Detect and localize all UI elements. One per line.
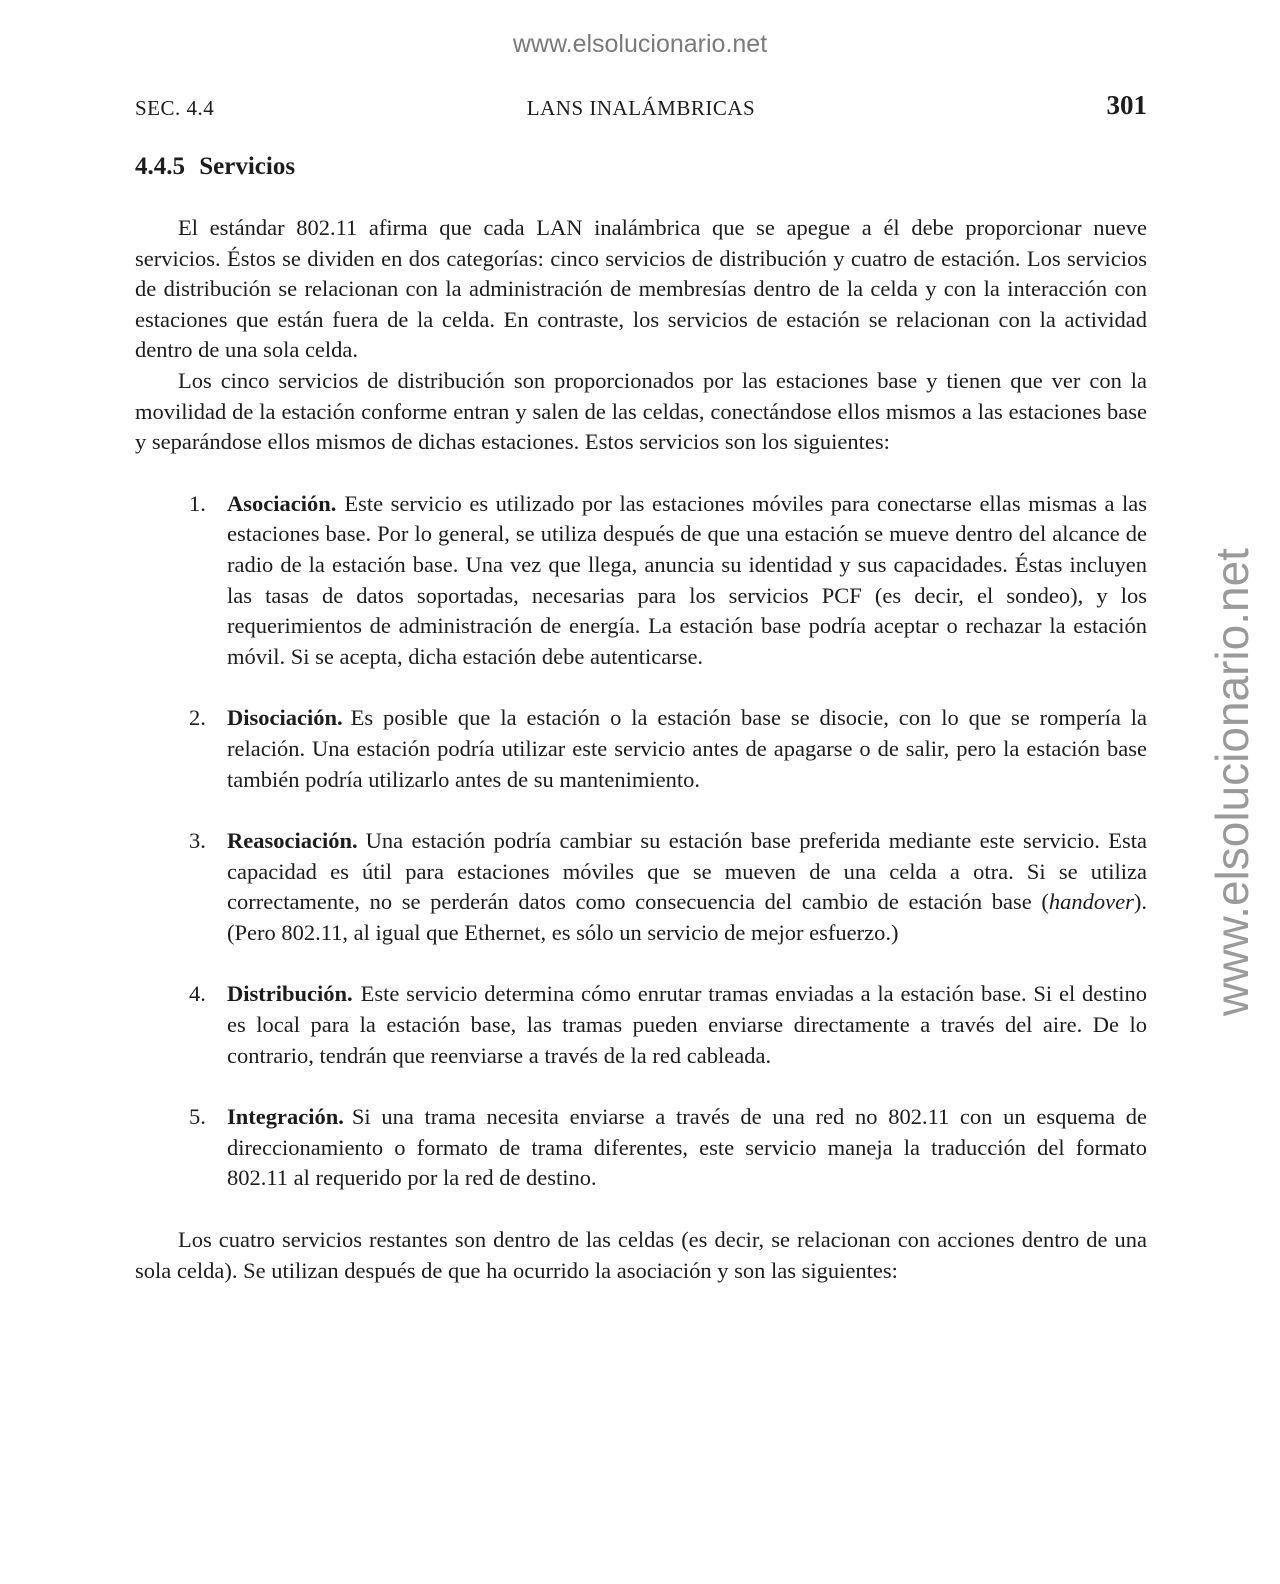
section-number: 4.4.5 <box>135 153 185 180</box>
services-list <box>135 489 1147 1194</box>
list-item <box>189 703 1147 795</box>
item-text: Una estación podría cambiar su estación base preferida mediante este servicio. Esta capacidad es útil para estaciones móviles que se mueven de una celda a otra. Si se utiliza correctamente, no se perderán datos como consecuencia del cambio de estación base ( <box>227 828 1147 915</box>
item-text: Este servicio es utilizado por las estaciones móviles para conectarse ellas mismas a las estaciones base. Por lo general, se utiliza después de que una estación se mueve dentro del alcance de radio de la estación base. Una vez que llega, anuncia su identidad y sus capacidades. Éstas incluyen las tasas de datos soportadas, necesarias para los servicios PCF (es decir, el sondeo), y los requerimientos de administración de energía. La estación base podría aceptar o rechazar la estación móvil. Si se acepta, dicha estación debe autenticarse. <box>227 490 1147 669</box>
running-head <box>135 90 1147 126</box>
watermark-top: www.elsolucionario.net <box>512 30 768 58</box>
list-item <box>189 979 1147 1071</box>
section-title: Servicios <box>199 153 296 180</box>
intro-paragraph: Los cinco servicios de distribución son proporcionados por las estaciones base y tienen que ver con la movilidad de la estación conforme entran y salen de las celdas, conectándose ellos mismos a las estaciones base y separándose ellos mismos de dichas estaciones. Estos servicios son los siguientes: <box>135 367 1147 455</box>
list-item <box>189 826 1147 948</box>
item-term: Distribución. <box>227 981 353 1007</box>
item-number: 3. <box>189 828 206 854</box>
closing-paragraph: Los cuatro servicios restantes son dentro de las celdas (es decir, se relacionan con acciones dentro de una sola celda). Se utilizan después de que ha ocurrido la asociación y son las siguientes: <box>135 1227 1147 1283</box>
intro-paragraph: El estándar 802.11 afirma que cada LAN inalámbrica que se apegue a él debe proporcionar nueve servicios. Éstos se dividen en dos categorías: cinco servicios de distribución y cuatro de estación. Los servicios de distribución se relacionan con la administración de membresías dentro de la celda y con la interacción con estaciones que están fuera de la celda. En contraste, los servicios de estación se relacionan con la actividad dentro de una sola celda. <box>135 215 1147 363</box>
item-text: Si una trama necesita enviarse a través de una red no 802.11 con un esquema de direccionamiento o formato de trama diferentes, este servicio maneja la traducción del formato 802.11 al requerido por la red de destino. <box>227 1104 1147 1191</box>
list-item <box>189 1102 1147 1194</box>
item-text: Este servicio determina cómo enrutar tramas enviadas a la estación base. Si el destino es local para la estación base, las tramas pueden enviarse directamente a través del aire. De lo contrario, tendrán que reenviarse a través de la red cableada. <box>227 981 1147 1068</box>
chapter-title: LANS INALÁMBRICAS <box>526 96 756 120</box>
item-term: Disociación. <box>227 705 343 731</box>
section-heading <box>135 150 1147 184</box>
page-number: 301 <box>1106 90 1147 120</box>
item-number: 4. <box>189 981 206 1007</box>
section-label: SEC. 4.4 <box>135 96 215 120</box>
item-text: Es posible que la estación o la estación base se disocie, con lo que se rompería la relación. Una estación podría utilizar este servicio antes de apagarse o de salir, pero la estación base también podría utilizarlo antes de su mantenimiento. <box>227 705 1147 792</box>
item-text-italic: handover <box>1048 889 1134 915</box>
page-content <box>135 150 1147 1286</box>
item-number: 5. <box>189 1104 206 1130</box>
item-number: 1. <box>189 490 206 516</box>
item-term: Asociación. <box>227 490 337 516</box>
item-term: Reasociación. <box>227 828 358 854</box>
item-number: 2. <box>189 705 206 731</box>
item-term: Integración. <box>227 1104 344 1130</box>
item-text: ). (Pero 802.11, al igual que Ethernet, es sólo un servicio de mejor esfuerzo.) <box>227 889 1147 945</box>
watermark-side: www.elsolucionario.net <box>1206 548 1258 1016</box>
list-item <box>189 489 1147 673</box>
